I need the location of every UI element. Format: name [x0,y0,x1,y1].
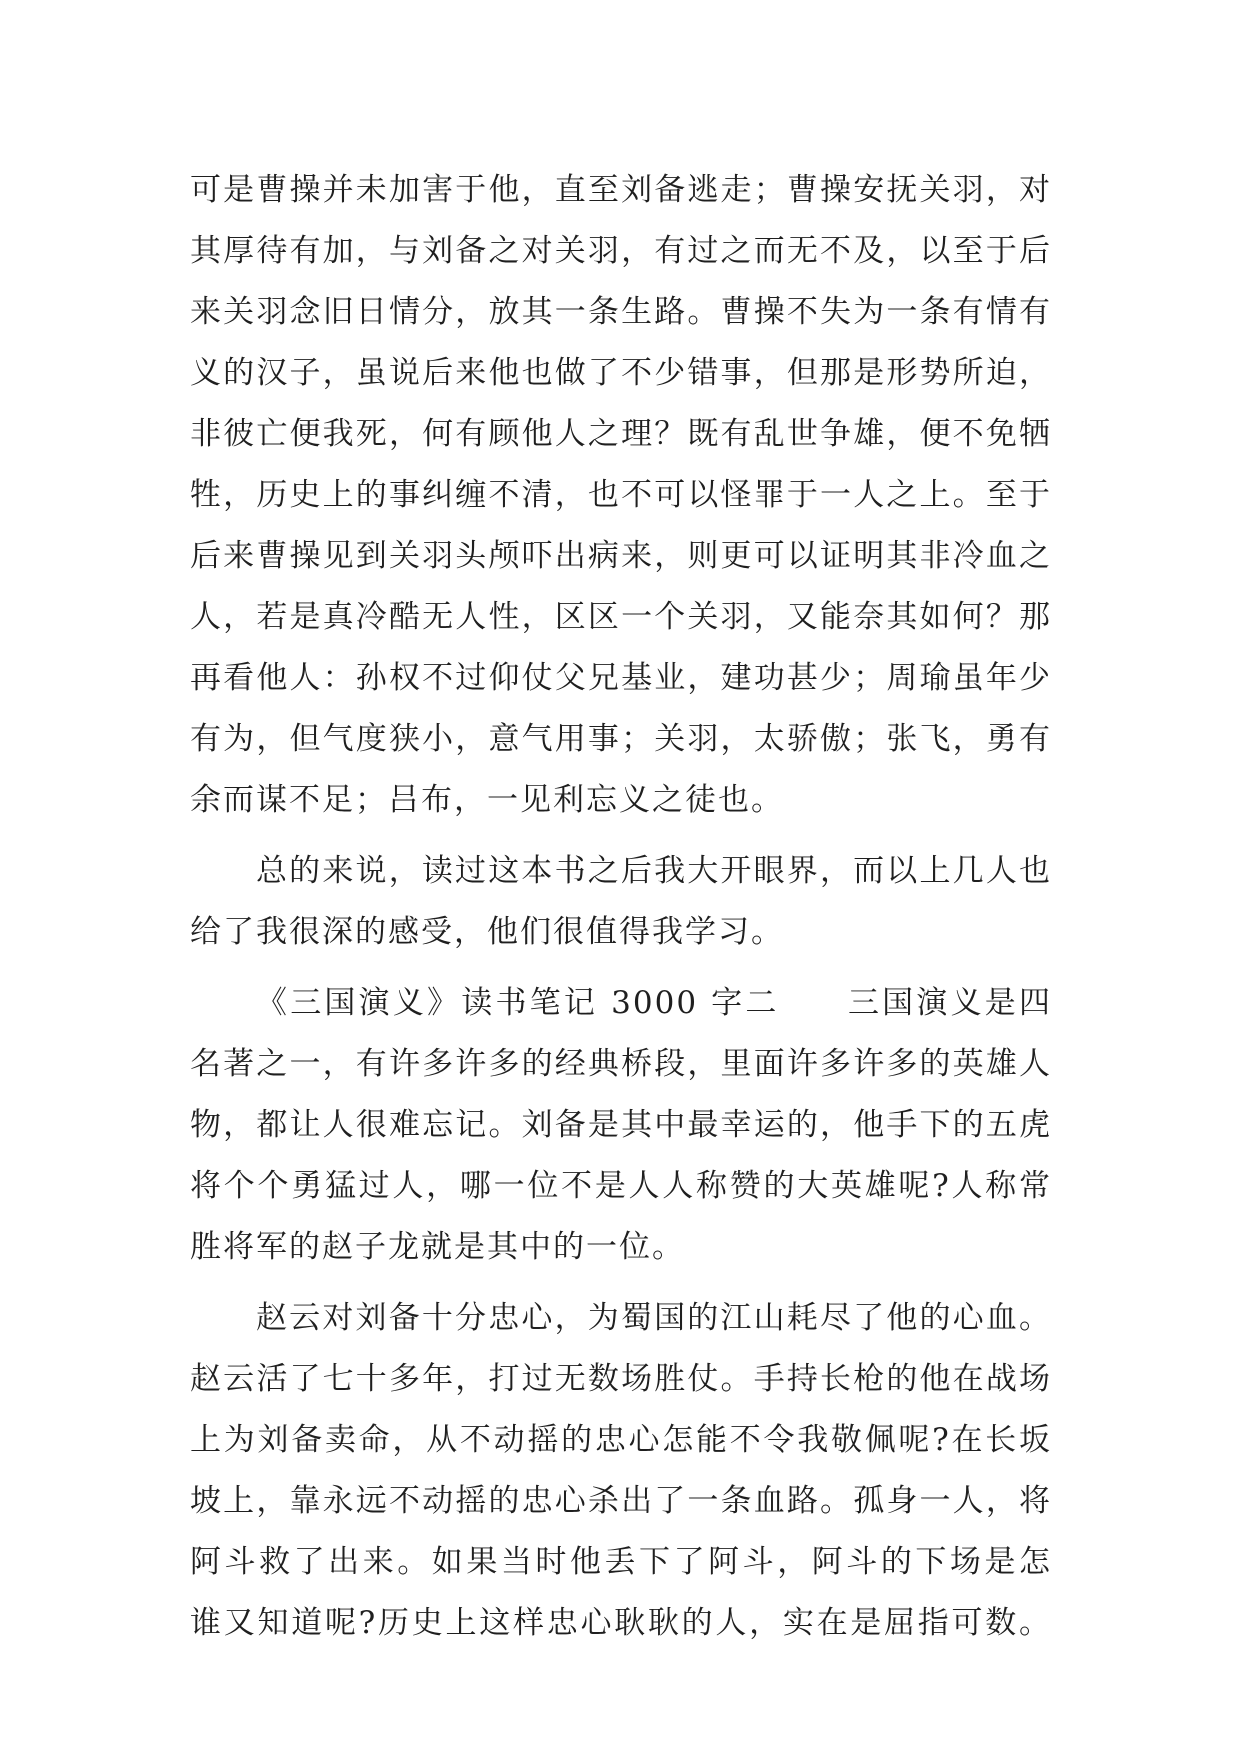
paragraph [190,973,1052,1278]
text-line: 赵云活了七十多年，打过无数场胜仗。手持长枪的他在战场 [190,1361,1052,1397]
paragraph [190,841,1052,963]
text-line: 来关羽念旧日情分，放其一条生路。曹操不失为一条有情有 [190,294,1052,330]
text-line: 坡上，靠永远不动摇的忠心杀出了一条血路。孤身一人，将 [190,1483,1052,1519]
text-line: 将个个勇猛过人，哪一位不是人人称赞的大英雄呢?人称常 [190,1168,1052,1204]
text-line: 有为，但气度狭小，意气用事；关羽，太骄傲；张飞，勇有 [190,721,1052,757]
text-line: 谁又知道呢?历史上这样忠心耿耿的人，实在是屈指可数。 [190,1605,1052,1641]
text-line: 赵云对刘备十分忠心，为蜀国的江山耗尽了他的心血。 [256,1300,1052,1336]
text-line: 后来曹操见到关羽头颅吓出病来，则更可以证明其非冷血之 [190,538,1052,574]
text-line: 人，若是真冷酷无人性，区区一个关羽，又能奈其如何？那 [190,599,1052,635]
text-line: 义的汉子，虽说后来他也做了不少错事，但那是形势所迫， [190,355,1052,391]
document-body [190,160,1052,1654]
text-line: 可是曹操并未加害于他，直至刘备逃走；曹操安抚关羽，对 [190,172,1052,208]
text-line: 非彼亡便我死，何有顾他人之理？既有乱世争雄，便不免牺 [190,416,1052,452]
text-line: 《三国演义》读书笔记 3000 字二 三国演义是四 [256,985,1052,1021]
text-line: 余而谋不足；吕布，一见利忘义之徒也。 [190,782,784,818]
text-line: 总的来说，读过这本书之后我大开眼界，而以上几人也 [256,853,1052,889]
text-line: 其厚待有加，与刘备之对关羽，有过之而无不及，以至于后 [190,233,1052,269]
text-line: 胜将军的赵子龙就是其中的一位。 [190,1229,685,1265]
paragraph [190,160,1052,831]
text-line: 名著之一，有许多许多的经典桥段，里面许多许多的英雄人 [190,1046,1052,1082]
text-line: 牲，历史上的事纠缠不清，也不可以怪罪于一人之上。至于 [190,477,1052,513]
text-line: 给了我很深的感受，他们很值得我学习。 [190,914,784,950]
text-line: 再看他人：孙权不过仰仗父兄基业，建功甚少；周瑜虽年少 [190,660,1052,696]
text-line: 上为刘备卖命，从不动摇的忠心怎能不令我敬佩呢?在长坂 [190,1422,1052,1458]
text-line: 物，都让人很难忘记。刘备是其中最幸运的，他手下的五虎 [190,1107,1052,1143]
paragraph [190,1288,1052,1654]
text-line: 阿斗救了出来。如果当时他丢下了阿斗，阿斗的下场是怎 [190,1544,1052,1580]
